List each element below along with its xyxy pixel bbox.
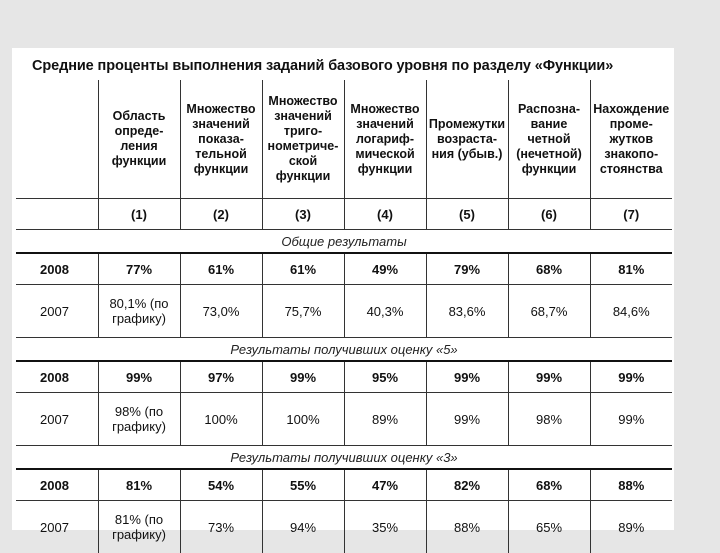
column-header: Область определения функции (98, 80, 180, 199)
value-cell: 75,7% (262, 285, 344, 338)
value-cell: 49% (344, 253, 426, 285)
value-cell: 61% (180, 253, 262, 285)
column-header: Промежутки возрастания (убыв.) (426, 80, 508, 199)
value-cell: 68% (508, 253, 590, 285)
value-cell: 98% (508, 393, 590, 446)
section-title-row (16, 230, 672, 254)
table-row (16, 285, 672, 338)
value-cell: 89% (590, 501, 672, 553)
table-row (16, 469, 672, 501)
section-title-row (16, 446, 672, 470)
value-cell: 84,6% (590, 285, 672, 338)
value-cell: 83,6% (426, 285, 508, 338)
column-header: Множество значений логарифмической функции (344, 80, 426, 199)
column-number: (3) (262, 199, 344, 230)
year-cell: 2007 (16, 501, 98, 553)
value-cell: 79% (426, 253, 508, 285)
table-row (16, 393, 672, 446)
column-header: Нахождение промежутков знакопостоянства (590, 80, 672, 199)
value-cell: 100% (262, 393, 344, 446)
page-title: Средние проценты выполнения заданий базового уровня по разделу «Функции» (32, 58, 672, 74)
value-cell: 99% (426, 361, 508, 393)
section-title-row (16, 338, 672, 362)
value-cell: 47% (344, 469, 426, 501)
value-cell: 35% (344, 501, 426, 553)
table-row (16, 253, 672, 285)
value-cell: 99% (590, 361, 672, 393)
value-cell: 99% (426, 393, 508, 446)
year-cell: 2008 (16, 253, 98, 285)
value-cell: 88% (426, 501, 508, 553)
value-cell: 89% (344, 393, 426, 446)
value-cell: 68% (508, 469, 590, 501)
value-cell: 97% (180, 361, 262, 393)
column-number: (4) (344, 199, 426, 230)
results-table (16, 80, 672, 553)
year-cell: 2008 (16, 469, 98, 501)
table-row (16, 361, 672, 393)
value-cell: 81% (по графику) (98, 501, 180, 553)
value-cell: 82% (426, 469, 508, 501)
number-corner (16, 199, 98, 230)
column-number-row (16, 199, 672, 230)
value-cell: 73% (180, 501, 262, 553)
value-cell: 95% (344, 361, 426, 393)
value-cell: 68,7% (508, 285, 590, 338)
value-cell: 100% (180, 393, 262, 446)
value-cell: 40,3% (344, 285, 426, 338)
column-number: (5) (426, 199, 508, 230)
column-header: Множество значений показательной функции (180, 80, 262, 199)
year-cell: 2007 (16, 285, 98, 338)
value-cell: 54% (180, 469, 262, 501)
header-row (16, 80, 672, 199)
section-title: Общие результаты (16, 230, 672, 254)
value-cell: 88% (590, 469, 672, 501)
header-corner (16, 80, 98, 199)
column-number: (1) (98, 199, 180, 230)
value-cell: 65% (508, 501, 590, 553)
value-cell: 81% (590, 253, 672, 285)
value-cell: 99% (98, 361, 180, 393)
value-cell: 55% (262, 469, 344, 501)
value-cell: 99% (508, 361, 590, 393)
value-cell: 98% (по графику) (98, 393, 180, 446)
value-cell: 73,0% (180, 285, 262, 338)
value-cell: 99% (590, 393, 672, 446)
value-cell: 94% (262, 501, 344, 553)
column-header: Распознавание четной (нечетной) функции (508, 80, 590, 199)
value-cell: 99% (262, 361, 344, 393)
value-cell: 81% (98, 469, 180, 501)
column-number: (6) (508, 199, 590, 230)
column-number: (7) (590, 199, 672, 230)
value-cell: 77% (98, 253, 180, 285)
year-cell: 2008 (16, 361, 98, 393)
column-number: (2) (180, 199, 262, 230)
table-row (16, 501, 672, 553)
slide (12, 48, 674, 530)
value-cell: 61% (262, 253, 344, 285)
year-cell: 2007 (16, 393, 98, 446)
value-cell: 80,1% (по графику) (98, 285, 180, 338)
section-title: Результаты получивших оценку «3» (16, 446, 672, 470)
section-title: Результаты получивших оценку «5» (16, 338, 672, 362)
column-header: Множество значений тригонометрической функции (262, 80, 344, 199)
